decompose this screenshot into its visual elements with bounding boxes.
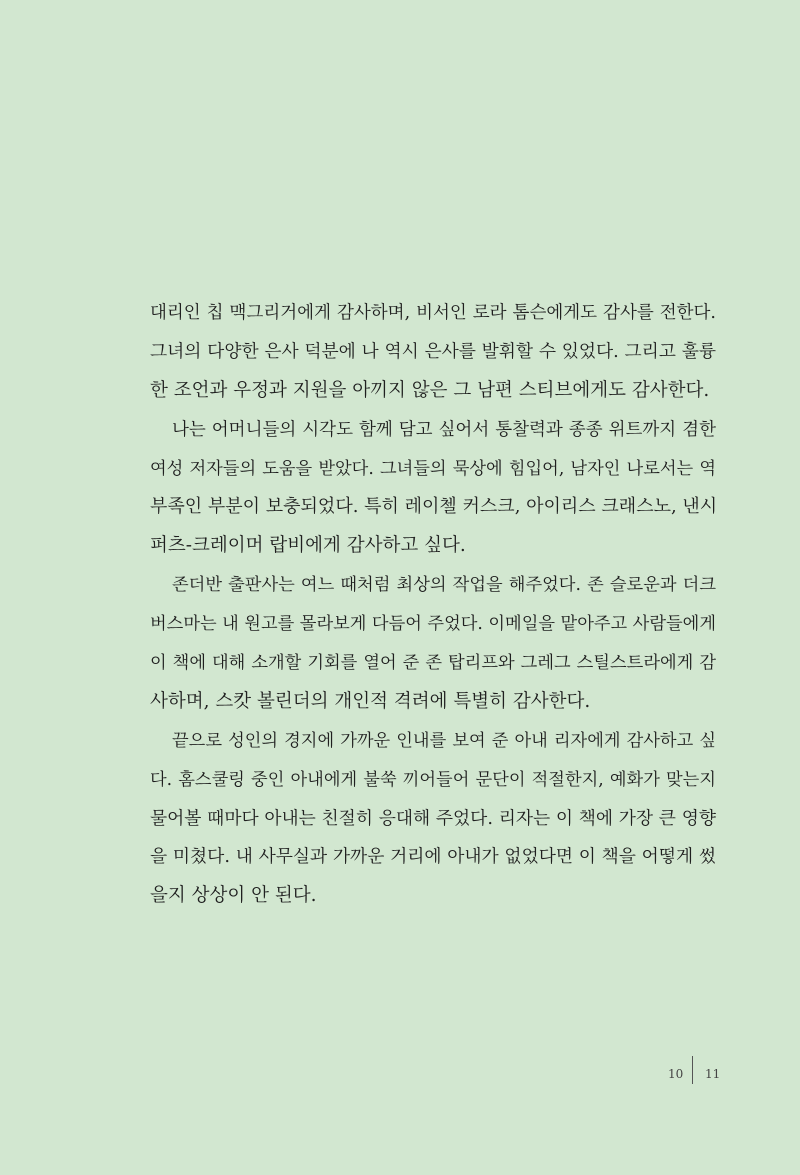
- text-line: 물어볼 때마다 아내는 친절히 응대해 주었다. 리자는 이 책에 가장 큰 영향: [150, 808, 716, 829]
- paragraph: [150, 294, 716, 411]
- text-line: 다. 홈스쿨링 중인 아내에게 불쑥 끼어들어 문단이 적절한지, 예화가 맞는지: [150, 769, 716, 790]
- text-line: 사하며, 스캇 볼린더의 개인적 격려에 특별히 감사한다.: [150, 690, 591, 712]
- text-line: 부족인 부분이 보충되었다. 특히 레이첼 커스크, 아이리스 크래스노, 낸시: [150, 496, 718, 518]
- text-line: 퍼츠-크레이머 랍비에게 감사하고 싶다.: [150, 535, 466, 557]
- text-line: 나는 어머니들의 시각도 함께 담고 싶어서 통찰력과 종종 위트까지 겸한: [172, 419, 716, 440]
- paragraph: [150, 411, 716, 567]
- text-line: 버스마는 내 원고를 몰라보게 다듬어 주었다. 이메일을 맡아주고 사람들에게: [150, 614, 716, 635]
- text-line: 을 미쳤다. 내 사무실과 가까운 거리에 아내가 없었다면 이 책을 어떻게 썼: [150, 847, 716, 868]
- text-line: 그녀의 다양한 은사 덕분에 나 역시 은사를 발휘할 수 있었다. 그리고 훌륭: [150, 341, 716, 362]
- right-page-number: 11: [705, 1067, 721, 1081]
- text-line: 을지 상상이 안 된다.: [150, 885, 317, 907]
- text-line: 여성 저자들의 도움을 받았다. 그녀들의 묵상에 힘입어, 남자인 나로서는 역: [150, 458, 716, 479]
- text-line: 끝으로 성인의 경지에 가까운 인내를 보여 준 아내 리자에게 감사하고 싶: [172, 730, 716, 751]
- paragraph: [150, 566, 716, 722]
- text-line: 존더반 출판사는 여느 때처럼 최상의 작업을 해주었다. 존 슬로운과 더크: [172, 575, 716, 596]
- page-number-divider: [692, 1056, 693, 1084]
- text-line: 한 조언과 우정과 지원을 아끼지 않은 그 남편 스티브에게도 감사한다.: [150, 379, 710, 401]
- body-text: [150, 294, 716, 916]
- paragraph: [150, 722, 716, 916]
- text-line: 이 책에 대해 소개할 기회를 열어 준 존 탑리프와 그레그 스틸스트라에게 감: [150, 653, 716, 674]
- left-page-number: 10: [668, 1067, 684, 1081]
- text-line: 대리인 칩 맥그리거에게 감사하며, 비서인 로라 톰슨에게도 감사를 전한다.: [150, 303, 716, 323]
